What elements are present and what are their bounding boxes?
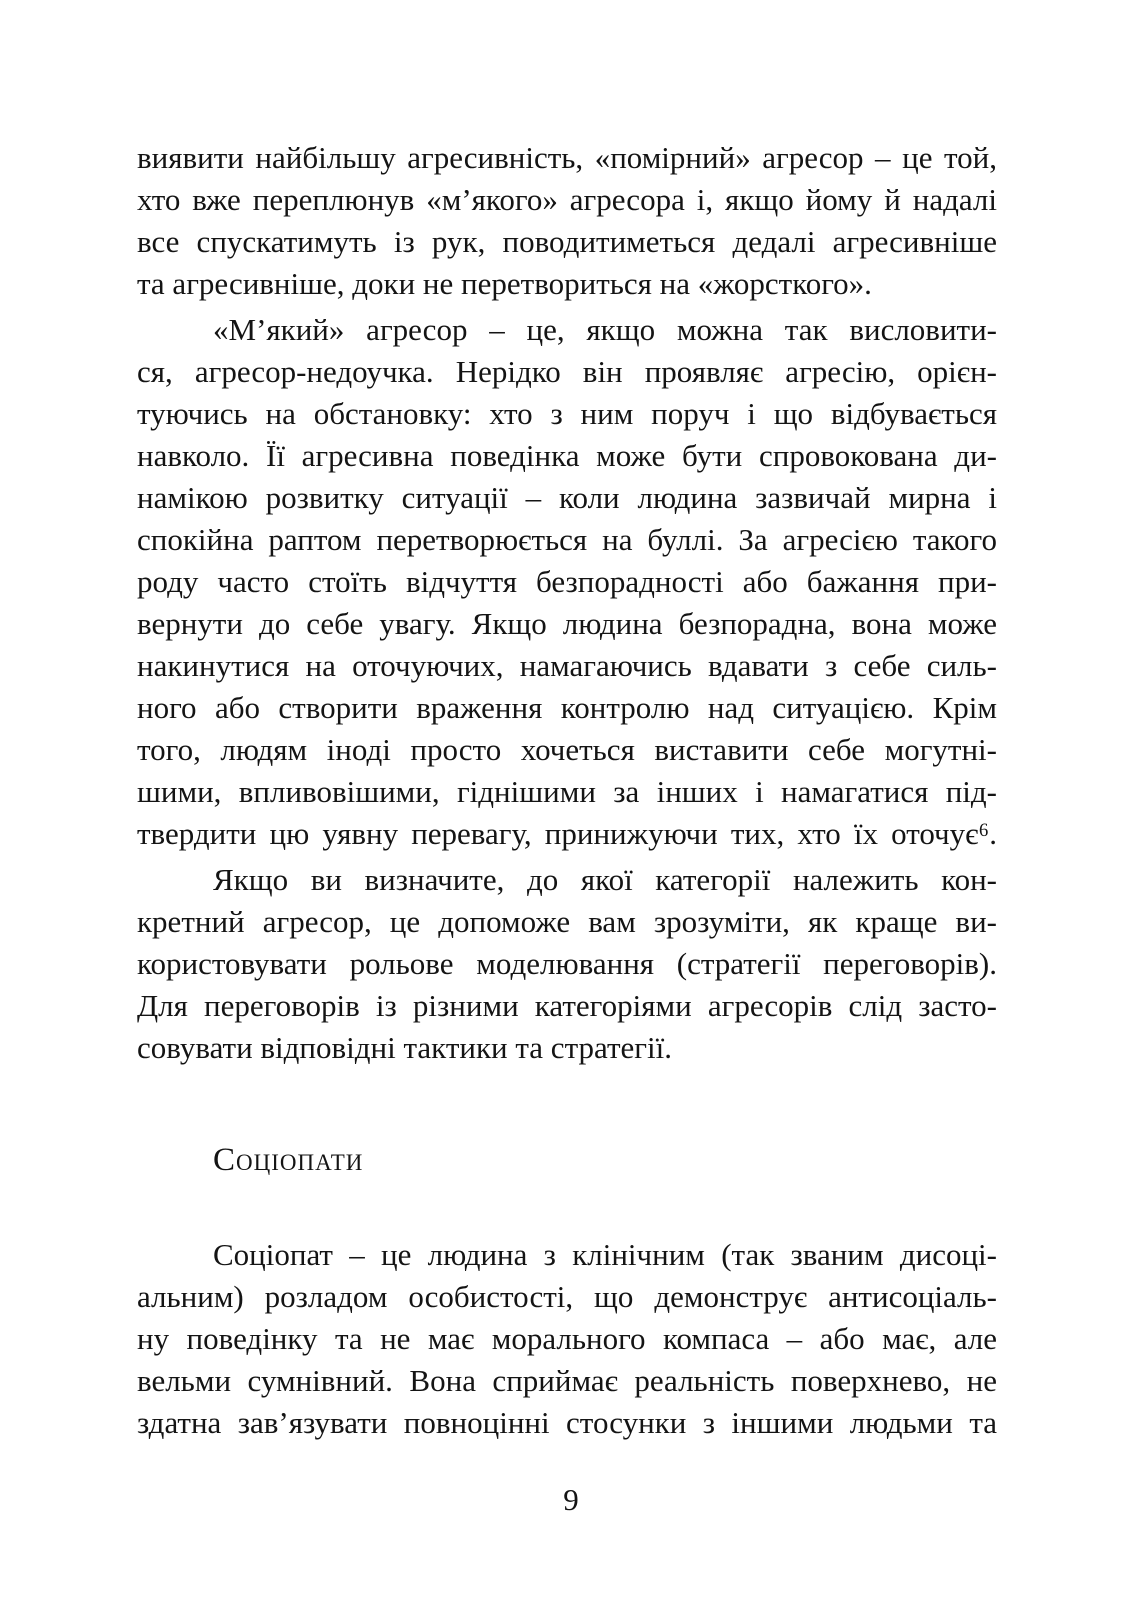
text-line: виявити найбільшу агресивність, «помірний» агресор – це той, [137,140,997,175]
paragraph [137,309,997,855]
text-line: альним) розладом особистості, що демонструє антисоціаль- [137,1279,997,1314]
text-line: Якщо ви визначите, до якої категорії належить кон- [213,862,997,897]
paragraph [137,859,997,1069]
text-line: та агресивніше, доки не перетвориться на «жорсткого». [137,266,872,301]
text-line: ного або створити враження контролю над ситуацією. Крім [137,690,997,725]
text-line: того, людям іноді просто хочеться виставити себе могутні- [137,732,997,767]
text-line: навколо. Її агресивна поведінка може бути спровокована ди- [137,438,997,473]
text-line: намікою розвитку ситуації – коли людина зазвичай мирна і [137,480,997,515]
text-block [137,137,997,1444]
text-line: спокійна раптом перетворюється на буллі. За агресією такого [137,522,997,557]
text-line: кретний агресор, це допоможе вам зрозуміти, як краще ви- [137,904,997,939]
text-line: совувати відповідні тактики та стратегії. [137,1030,672,1065]
text-line: ся, агресор-недоучка. Нерідко він проявляє агресію, орієн- [137,354,997,389]
text-line: туючись на обстановку: хто з ним поруч і що відбувається [137,396,997,431]
text-line: «М’який» агресор – це, якщо можна так висловити- [213,312,997,347]
section-heading: Соціопати [213,1142,364,1178]
text-line: накинутися на оточуючих, намагаючись вдавати з себе силь- [137,648,997,683]
text-line: Для переговорів із різними категоріями агресорів слід засто- [137,988,997,1023]
text-line: шими, впливовішими, гіднішими за інших і намагатися під- [137,774,997,809]
text-line: все спускатимуть із рук, поводитиметься дедалі агресивніше [137,224,997,259]
text-line: вельми сумнівний. Вона сприймає реальність поверхнево, не [137,1363,997,1398]
text-line: роду часто стоїть відчуття безпорадності або бажання при- [137,564,997,599]
text-line: твердити цю уявну перевагу, принижуючи тих, хто їх оточує⁶. [137,816,997,851]
text-line: хто вже переплюнув «м’якого» агресора і, якщо йому й надалі [137,182,997,217]
text-line: користовувати рольове моделювання (стратегії переговорів). [137,946,997,981]
paragraph [137,137,997,305]
text-line: вернути до себе увагу. Якщо людина безпорадна, вона може [137,606,997,641]
page-number: 9 [563,1482,579,1517]
text-line: Соціопат – це людина з клінічним (так званим дисоці- [213,1237,997,1272]
text-line: ну поведінку та не має морального компаса – або має, але [137,1321,997,1356]
paragraph [137,1234,997,1444]
text-line: здатна зав’язувати повноцінні стосунки з іншими людьми та [137,1405,997,1440]
